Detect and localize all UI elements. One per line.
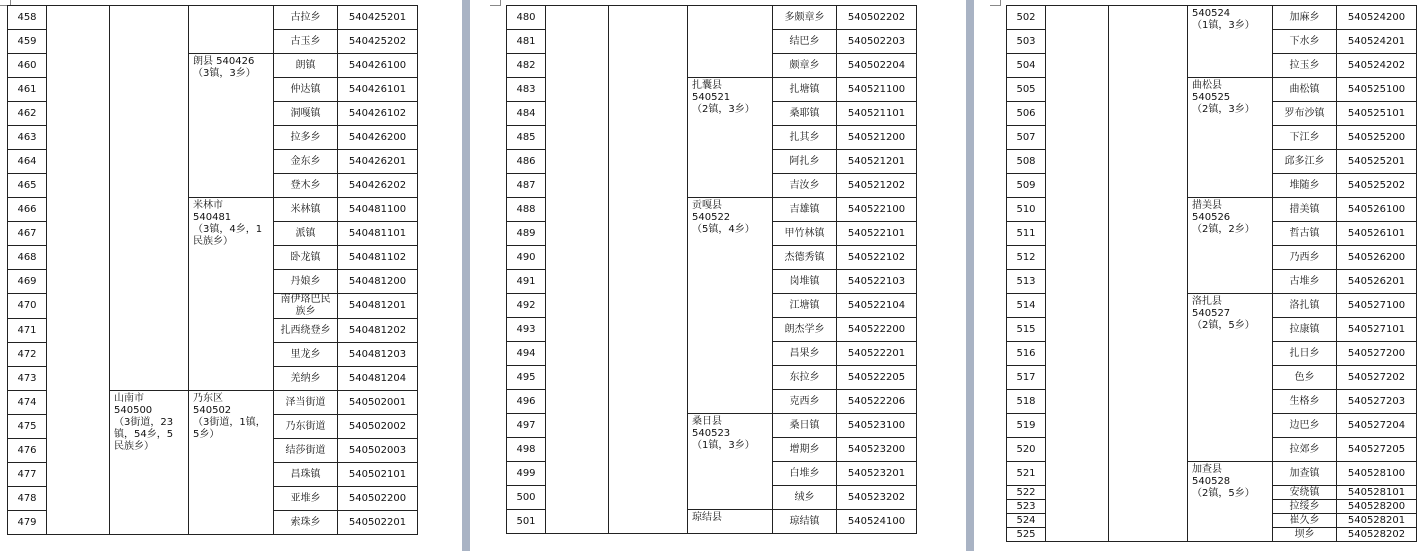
- township-code: 540527203: [1337, 390, 1417, 414]
- row-number: 480: [507, 6, 546, 30]
- row-number: 475: [8, 415, 47, 439]
- township-name: 桑日镇: [773, 414, 837, 438]
- row-number: 477: [8, 463, 47, 487]
- row-number: 513: [1007, 270, 1046, 294]
- table-row: [507, 6, 917, 30]
- township-name: 堆随乡: [1273, 174, 1337, 198]
- township-code: 540521200: [837, 126, 917, 150]
- county-cell: 乃东区 540502 （3街道，1镇， 5乡）: [189, 391, 274, 535]
- township-name: 色乡: [1273, 366, 1337, 390]
- township-name: 曲松镇: [1273, 78, 1337, 102]
- township-code: 540526101: [1337, 222, 1417, 246]
- township-code: 540526200: [1337, 246, 1417, 270]
- township-code: 540425201: [338, 6, 418, 30]
- township-name: 南伊珞巴民族乡: [274, 294, 338, 319]
- township-code: 540527200: [1337, 342, 1417, 366]
- township-code: 540522200: [837, 318, 917, 342]
- township-name: 桑耶镇: [773, 102, 837, 126]
- township-code: 540426100: [338, 54, 418, 78]
- page-gap: [966, 0, 974, 551]
- township-code: 540502003: [338, 439, 418, 463]
- prefecture-cell-empty: [110, 6, 189, 391]
- row-number: 503: [1007, 30, 1046, 54]
- township-name: 白堆乡: [773, 462, 837, 486]
- township-code: 540525200: [1337, 126, 1417, 150]
- township-code: 540521101: [837, 102, 917, 126]
- township-name: 古拉乡: [274, 6, 338, 30]
- township-code: 540524201: [1337, 30, 1417, 54]
- township-name: 坝乡: [1273, 528, 1337, 542]
- township-name: 羌纳乡: [274, 367, 338, 391]
- township-name: 金东乡: [274, 150, 338, 174]
- township-code: 540502203: [837, 30, 917, 54]
- township-code: 540521202: [837, 174, 917, 198]
- row-number: 494: [507, 342, 546, 366]
- row-number: 499: [507, 462, 546, 486]
- township-code: 540527205: [1337, 438, 1417, 462]
- township-name: 朗镇: [274, 54, 338, 78]
- township-name: 乃西乡: [1273, 246, 1337, 270]
- township-name: 阿扎乡: [773, 150, 837, 174]
- county-cell: 曲松县 540525 （2镇，3乡）: [1188, 78, 1273, 198]
- township-name: 古玉乡: [274, 30, 338, 54]
- county-cell: 加查县 540528 （2镇，5乡）: [1188, 462, 1273, 542]
- township-code: 540502201: [338, 511, 418, 535]
- row-number: 521: [1007, 462, 1046, 486]
- row-number: 491: [507, 270, 546, 294]
- township-code: 540521100: [837, 78, 917, 102]
- township-name: 里龙乡: [274, 343, 338, 367]
- township-code: 540481204: [338, 367, 418, 391]
- table-row: [8, 6, 418, 30]
- township-code: 540522100: [837, 198, 917, 222]
- township-code: 540525201: [1337, 150, 1417, 174]
- row-number: 514: [1007, 294, 1046, 318]
- township-code: 540528202: [1337, 528, 1417, 542]
- township-code: 540527100: [1337, 294, 1417, 318]
- township-name: 罗布沙镇: [1273, 102, 1337, 126]
- row-number: 478: [8, 487, 47, 511]
- township-code: 540524100: [837, 510, 917, 534]
- township-code: 540522102: [837, 246, 917, 270]
- row-number: 466: [8, 198, 47, 222]
- township-name: 安绕镇: [1273, 486, 1337, 500]
- township-code: 540523202: [837, 486, 917, 510]
- row-number: 465: [8, 174, 47, 198]
- province-cell: [1046, 6, 1109, 542]
- township-code: 540522101: [837, 222, 917, 246]
- township-name: 拉玉乡: [1273, 54, 1337, 78]
- township-code: 540522201: [837, 342, 917, 366]
- page-corner-mark: [490, 0, 501, 6]
- row-number: 501: [507, 510, 546, 534]
- row-number: 486: [507, 150, 546, 174]
- township-code: 540525202: [1337, 174, 1417, 198]
- township-name: 琼结镇: [773, 510, 837, 534]
- township-code: 540522205: [837, 366, 917, 390]
- township-name: 吉雄镇: [773, 198, 837, 222]
- page-gap: [462, 0, 470, 551]
- row-number: 524: [1007, 514, 1046, 528]
- township-name: 拉多乡: [274, 126, 338, 150]
- row-number: 471: [8, 319, 47, 343]
- township-code: 540502101: [338, 463, 418, 487]
- row-number: 481: [507, 30, 546, 54]
- row-number: 464: [8, 150, 47, 174]
- township-name: 拉绥乡: [1273, 500, 1337, 514]
- row-number: 505: [1007, 78, 1046, 102]
- row-number: 479: [8, 511, 47, 535]
- row-number: 490: [507, 246, 546, 270]
- row-number: 517: [1007, 366, 1046, 390]
- row-number: 461: [8, 78, 47, 102]
- row-number: 518: [1007, 390, 1046, 414]
- township-code: 540528201: [1337, 514, 1417, 528]
- township-name: 古堆乡: [1273, 270, 1337, 294]
- township-name: 拉康镇: [1273, 318, 1337, 342]
- county-cell: 琼结县: [688, 510, 773, 534]
- township-name: 绒乡: [773, 486, 837, 510]
- row-number: 504: [1007, 54, 1046, 78]
- row-number: 467: [8, 222, 47, 246]
- township-name: 泽当街道: [274, 391, 338, 415]
- township-name: 拉郊乡: [1273, 438, 1337, 462]
- township-code: 540523201: [837, 462, 917, 486]
- page-corner-mark: [990, 0, 1001, 6]
- township-name: 卧龙镇: [274, 246, 338, 270]
- row-number: 488: [507, 198, 546, 222]
- township-code: 540522104: [837, 294, 917, 318]
- row-number: 483: [507, 78, 546, 102]
- township-code: 540528100: [1337, 462, 1417, 486]
- township-name: 加查镇: [1273, 462, 1337, 486]
- township-name: 哲古镇: [1273, 222, 1337, 246]
- county-cell: 洛扎县 540527 （2镇，5乡）: [1188, 294, 1273, 462]
- township-name: 增期乡: [773, 438, 837, 462]
- row-number: 507: [1007, 126, 1046, 150]
- township-code: 540426200: [338, 126, 418, 150]
- township-name: 加麻乡: [1273, 6, 1337, 30]
- township-code: 540502202: [837, 6, 917, 30]
- county-cell: 扎囊县 540521 （2镇，3乡）: [688, 78, 773, 198]
- township-name: 江塘镇: [773, 294, 837, 318]
- row-number: 460: [8, 54, 47, 78]
- row-number: 462: [8, 102, 47, 126]
- table-row: [1007, 6, 1417, 30]
- row-number: 463: [8, 126, 47, 150]
- township-code: 540502002: [338, 415, 418, 439]
- township-code: 540502001: [338, 391, 418, 415]
- township-name: 米林镇: [274, 198, 338, 222]
- township-name: 甲竹林镇: [773, 222, 837, 246]
- row-number: 493: [507, 318, 546, 342]
- township-name: 扎西绕登乡: [274, 319, 338, 343]
- row-number: 516: [1007, 342, 1046, 366]
- township-name: 丹娘乡: [274, 270, 338, 294]
- row-number: 512: [1007, 246, 1046, 270]
- township-name: 崔久乡: [1273, 514, 1337, 528]
- township-name: 仲达镇: [274, 78, 338, 102]
- township-code: 540527202: [1337, 366, 1417, 390]
- row-number: 510: [1007, 198, 1046, 222]
- county-cell: 米林市 540481 （3镇，4乡，1 民族乡）: [189, 198, 274, 391]
- township-code: 540481202: [338, 319, 418, 343]
- province-cell: [47, 6, 110, 535]
- township-code: 540481203: [338, 343, 418, 367]
- row-number: 469: [8, 270, 47, 294]
- row-number: 484: [507, 102, 546, 126]
- township-name: 昌珠镇: [274, 463, 338, 487]
- township-name: 登木乡: [274, 174, 338, 198]
- row-number: 522: [1007, 486, 1046, 500]
- township-code: 540425202: [338, 30, 418, 54]
- township-code: 540525101: [1337, 102, 1417, 126]
- township-code-table-2: [506, 5, 917, 534]
- row-number: 502: [1007, 6, 1046, 30]
- province-cell: [546, 6, 609, 534]
- township-code: 540426202: [338, 174, 418, 198]
- county-cell-empty: [688, 6, 773, 78]
- county-cell: 措美县 540526 （2镇，2乡）: [1188, 198, 1273, 294]
- township-name: 索珠乡: [274, 511, 338, 535]
- township-code: 540523100: [837, 414, 917, 438]
- township-code: 540526100: [1337, 198, 1417, 222]
- row-number: 470: [8, 294, 47, 319]
- township-code: 540426101: [338, 78, 418, 102]
- township-name: 措美镇: [1273, 198, 1337, 222]
- row-number: 468: [8, 246, 47, 270]
- township-code: 540502200: [338, 487, 418, 511]
- township-code: 540528101: [1337, 486, 1417, 500]
- township-name: 东拉乡: [773, 366, 837, 390]
- row-number: 492: [507, 294, 546, 318]
- township-code: 540525100: [1337, 78, 1417, 102]
- row-number: 519: [1007, 414, 1046, 438]
- row-number: 508: [1007, 150, 1046, 174]
- township-name: 洞嘎镇: [274, 102, 338, 126]
- township-name: 昌果乡: [773, 342, 837, 366]
- township-code: 540521201: [837, 150, 917, 174]
- township-code: 540481102: [338, 246, 418, 270]
- township-name: 吉汝乡: [773, 174, 837, 198]
- township-code-table-1: [7, 5, 418, 535]
- township-name: 杰德秀镇: [773, 246, 837, 270]
- township-code: 540522103: [837, 270, 917, 294]
- row-number: 485: [507, 126, 546, 150]
- prefecture-cell: 山南市 540500 （3街道，23 镇，54乡，5 民族乡）: [110, 391, 189, 535]
- township-code: 540527204: [1337, 414, 1417, 438]
- township-code: 540426102: [338, 102, 418, 126]
- township-code: 540502204: [837, 54, 917, 78]
- township-name: 边巴乡: [1273, 414, 1337, 438]
- row-number: 515: [1007, 318, 1046, 342]
- row-number: 476: [8, 439, 47, 463]
- row-number: 500: [507, 486, 546, 510]
- row-number: 509: [1007, 174, 1046, 198]
- township-name: 生格乡: [1273, 390, 1337, 414]
- township-name: 多颇章乡: [773, 6, 837, 30]
- township-code: 540524200: [1337, 6, 1417, 30]
- township-name: 颇章乡: [773, 54, 837, 78]
- township-name: 亚堆乡: [274, 487, 338, 511]
- township-name: 克西乡: [773, 390, 837, 414]
- township-name: 下江乡: [1273, 126, 1337, 150]
- township-name: 结莎街道: [274, 439, 338, 463]
- township-name: 朗杰学乡: [773, 318, 837, 342]
- township-code: 540481200: [338, 270, 418, 294]
- row-number: 489: [507, 222, 546, 246]
- township-code: 540426201: [338, 150, 418, 174]
- township-code-table-3: [1006, 5, 1417, 542]
- county-cell: 朗县 540426 （3镇，3乡）: [189, 54, 274, 198]
- township-name: 扎日乡: [1273, 342, 1337, 366]
- township-code: 540524202: [1337, 54, 1417, 78]
- township-name: 岗堆镇: [773, 270, 837, 294]
- township-code: 540526201: [1337, 270, 1417, 294]
- row-number: 525: [1007, 528, 1046, 542]
- row-number: 459: [8, 30, 47, 54]
- row-number: 474: [8, 391, 47, 415]
- row-number: 497: [507, 414, 546, 438]
- row-number: 473: [8, 367, 47, 391]
- township-code: 540481201: [338, 294, 418, 319]
- row-number: 523: [1007, 500, 1046, 514]
- county-cell: 贡嘎县 540522 （5镇，4乡）: [688, 198, 773, 414]
- township-name: 扎塘镇: [773, 78, 837, 102]
- township-code: 540527101: [1337, 318, 1417, 342]
- row-number: 498: [507, 438, 546, 462]
- township-code: 540481100: [338, 198, 418, 222]
- row-number: 472: [8, 343, 47, 367]
- row-number: 458: [8, 6, 47, 30]
- township-name: 洛扎镇: [1273, 294, 1337, 318]
- township-name: 乃东街道: [274, 415, 338, 439]
- row-number: 487: [507, 174, 546, 198]
- row-number: 496: [507, 390, 546, 414]
- prefecture-cell-empty: [609, 6, 688, 534]
- row-number: 511: [1007, 222, 1046, 246]
- row-number: 506: [1007, 102, 1046, 126]
- row-number: 482: [507, 54, 546, 78]
- row-number: 495: [507, 366, 546, 390]
- row-number: 520: [1007, 438, 1046, 462]
- township-code: 540528200: [1337, 500, 1417, 514]
- township-name: 派镇: [274, 222, 338, 246]
- township-name: 扎其乡: [773, 126, 837, 150]
- county-cell: 桑日县 540523 （1镇，3乡）: [688, 414, 773, 510]
- prefecture-cell-empty: [1109, 6, 1188, 542]
- county-cell: 540524 （1镇，3乡）: [1188, 6, 1273, 78]
- township-code: 540481101: [338, 222, 418, 246]
- township-name: 下水乡: [1273, 30, 1337, 54]
- township-code: 540522206: [837, 390, 917, 414]
- township-name: 结巴乡: [773, 30, 837, 54]
- county-cell-empty: [189, 6, 274, 54]
- township-code: 540523200: [837, 438, 917, 462]
- township-name: 邱多江乡: [1273, 150, 1337, 174]
